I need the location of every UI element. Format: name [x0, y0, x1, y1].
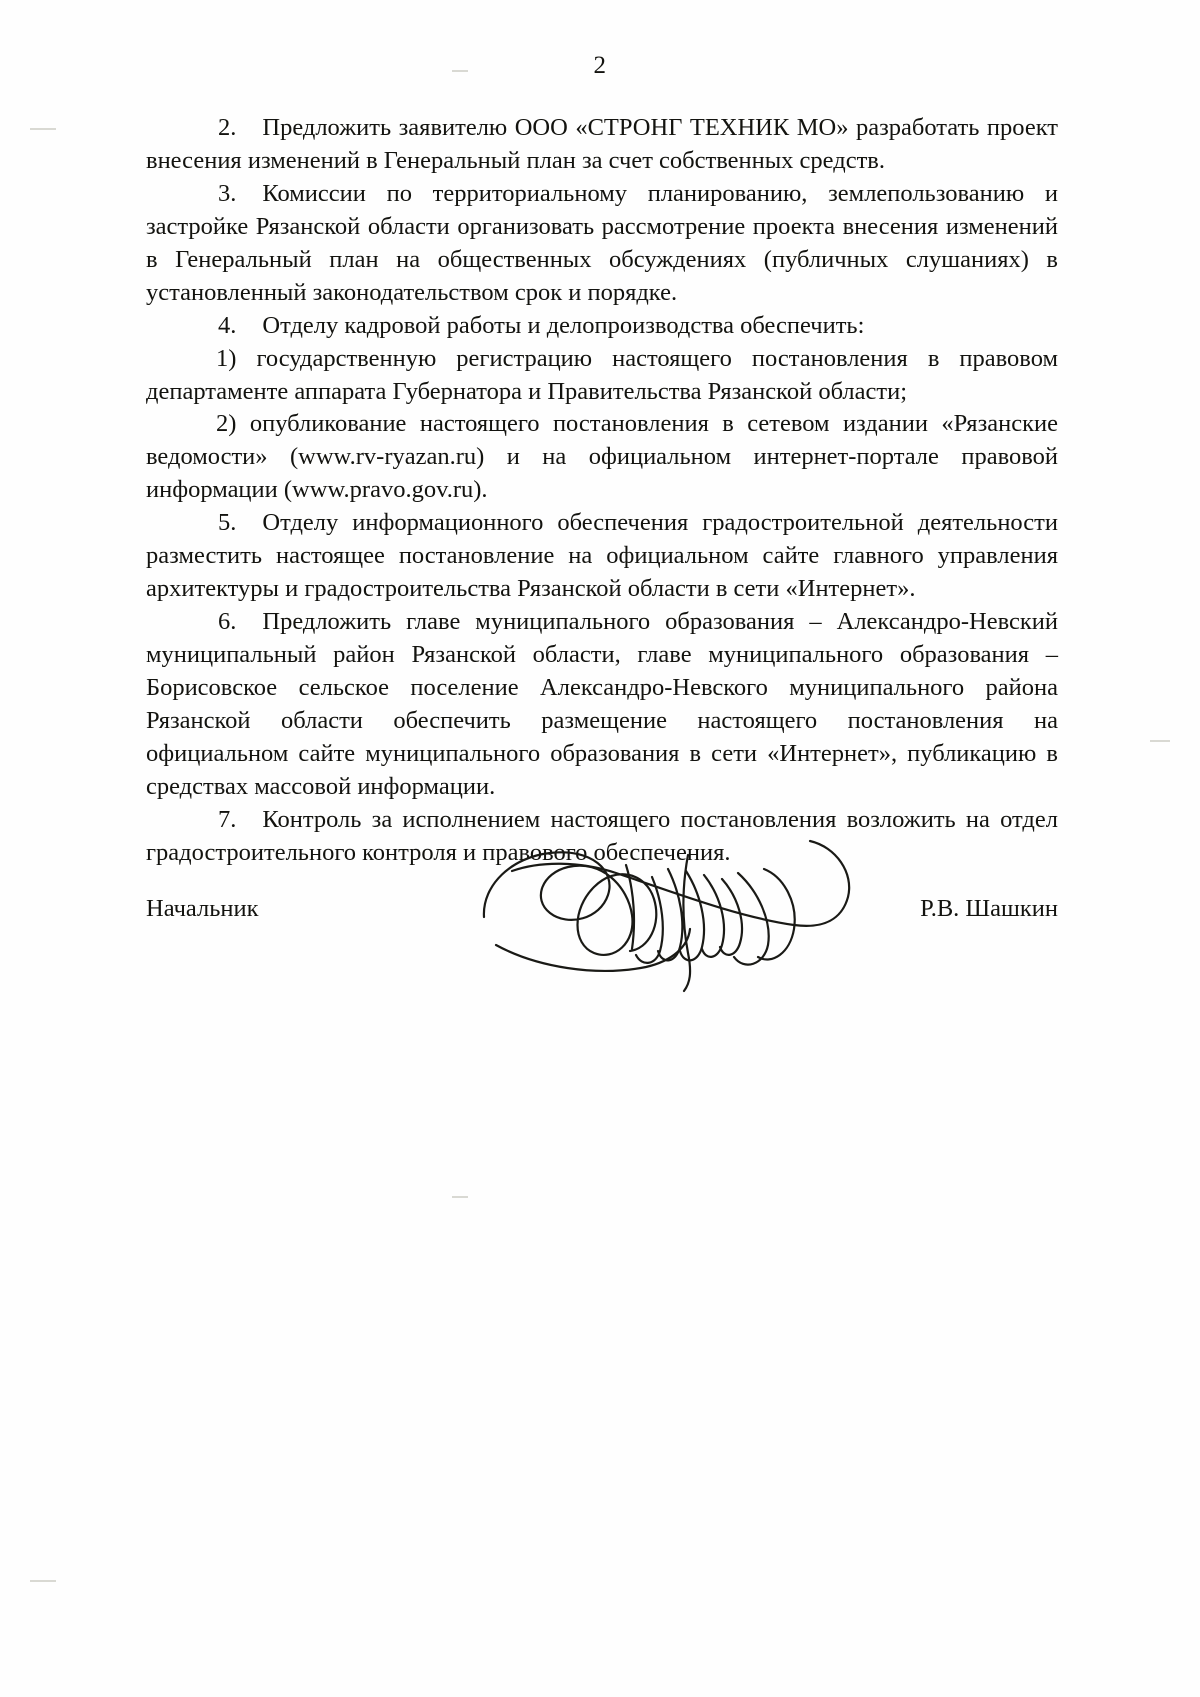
- scan-artifact: [30, 128, 56, 130]
- paragraph-text: Отделу информационного обеспечения градостроительной деятельности разместить настоящее постановление на официальном сайте главного управления архитектуры и градостроительства Рязанской области в сети «Интернет».: [146, 509, 1058, 603]
- list-number: 2.: [218, 114, 237, 141]
- list-number: 5.: [218, 509, 237, 537]
- paragraph-item-7: [146, 804, 1058, 870]
- scan-artifact: [30, 1580, 56, 1582]
- list-number: 1): [216, 344, 237, 372]
- paragraph-item-5: [146, 507, 1058, 606]
- signatory-title: Начальник: [146, 895, 259, 922]
- list-number: 2): [216, 410, 237, 438]
- paragraph-text: Предложить главе муниципального образования – Александро-Невский муниципальный район Рязанской области, главе муниципального образования – Борисовское сельское поселение Александро-Невского муниципального района Рязанской области обеспечить размещение настоящего постановления на официальном сайте муниципального образования в сети «Интернет», публикацию в средствах массовой информации.: [146, 608, 1058, 800]
- list-number: 6.: [218, 608, 237, 636]
- paragraph-text: Предложить заявителю ООО «СТРОНГ ТЕХНИК МО» разработать проект внесения изменений в Генеральный план за счет собственных средств.: [146, 114, 1058, 174]
- paragraph-text: государственную регистрацию настоящего постановления в правовом департаменте аппарата Губернатора и Правительства Рязанской области;: [146, 344, 1058, 405]
- paragraph-text: Отделу кадровой работы и делопроизводства обеспечить:: [262, 311, 865, 339]
- list-number: 4.: [218, 311, 237, 339]
- paragraph-item-3: [146, 178, 1058, 310]
- scan-artifact: [1150, 740, 1170, 742]
- paragraph-text: Комиссии по территориальному планированию, землепользованию и застройке Рязанской области организовать рассмотрение проекта внесения изменений в Генеральный план на общественных обсуждениях (публичных слушаниях) в установленный законодательством срок и порядке.: [146, 179, 1058, 306]
- paragraph-item-4: [146, 310, 1058, 343]
- page-number: 2: [593, 52, 607, 79]
- paragraph-text: опубликование настоящего постановления в сетевом издании «Рязанские ведомости» (www.rv-ryazan.ru) и на официальном интернет-портале правовой информации (www.pravo.gov.ru).: [146, 410, 1058, 504]
- signatory-name: Р.В. Шашкин: [920, 895, 1058, 922]
- paragraph-item-2: [146, 112, 1058, 178]
- paragraph-text: Контроль за исполнением настоящего постановления возложить на отдел градостроительного контроля и правового обеспечения.: [146, 805, 1058, 866]
- paragraph-item-4-1: [146, 343, 1058, 409]
- list-number: 7.: [218, 805, 237, 833]
- list-number: 3.: [218, 179, 237, 207]
- paragraph-item-4-2: [146, 408, 1058, 507]
- paragraph-item-6: [146, 606, 1058, 804]
- scan-artifact: [452, 1196, 468, 1198]
- document-body: [146, 112, 1058, 870]
